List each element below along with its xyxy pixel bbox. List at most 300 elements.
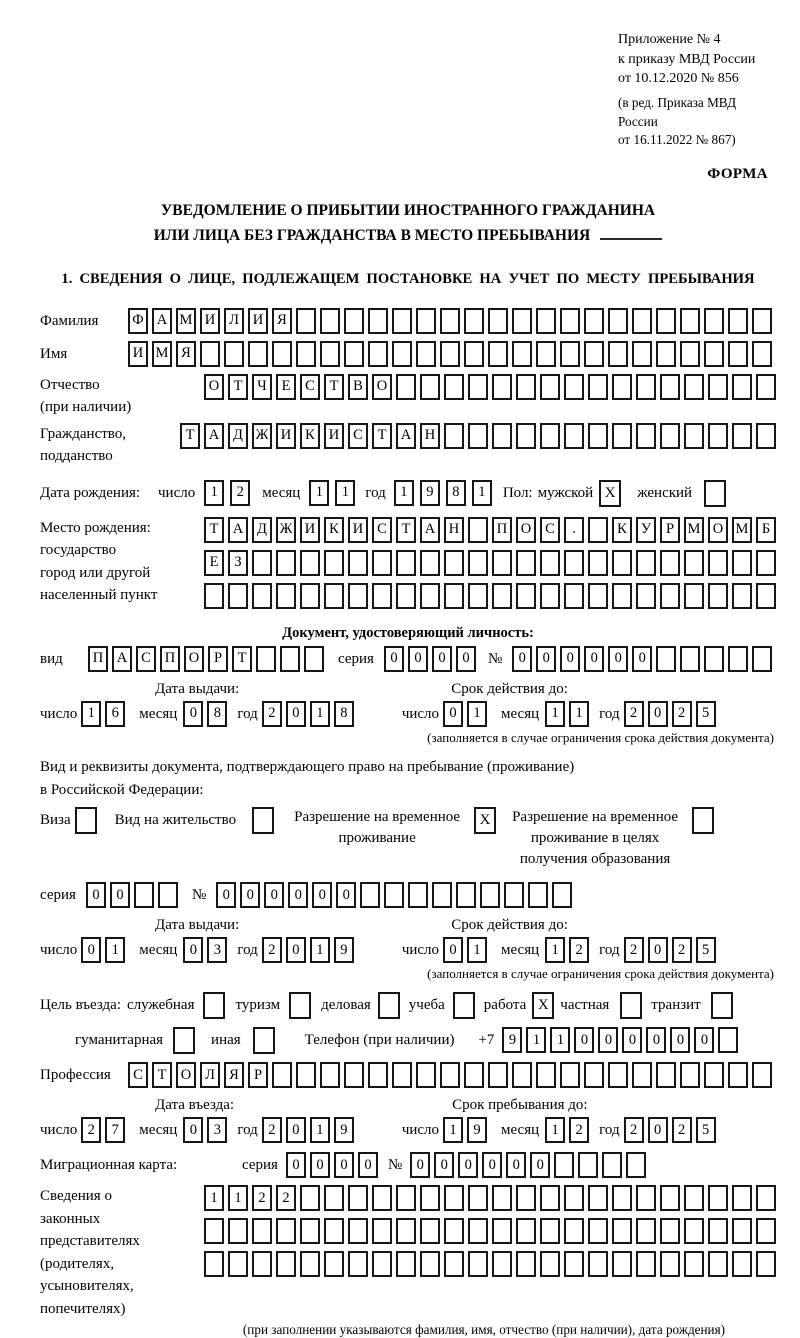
char-cell[interactable]	[228, 583, 248, 609]
char-cell[interactable]	[704, 308, 724, 334]
char-cell[interactable]	[540, 1251, 560, 1277]
char-cell[interactable]: С	[128, 1062, 148, 1088]
char-cell[interactable]	[588, 423, 608, 449]
char-cell[interactable]: А	[396, 423, 416, 449]
char-cell[interactable]	[756, 583, 776, 609]
char-cell[interactable]: И	[276, 423, 296, 449]
char-cell[interactable]	[296, 308, 316, 334]
char-cell[interactable]	[752, 1062, 772, 1088]
char-cell[interactable]: 0	[622, 1027, 642, 1053]
char-cell[interactable]	[416, 1062, 436, 1088]
char-cell[interactable]: 6	[105, 701, 125, 727]
char-cell[interactable]: 5	[696, 1117, 716, 1143]
char-cell[interactable]	[516, 550, 536, 576]
char-cell[interactable]	[708, 374, 728, 400]
char-cell[interactable]	[708, 583, 728, 609]
purpose-tourism-checkbox[interactable]	[289, 992, 311, 1019]
char-cell[interactable]	[536, 341, 556, 367]
char-cell[interactable]	[684, 423, 704, 449]
char-cell[interactable]	[368, 341, 388, 367]
char-cell[interactable]	[276, 550, 296, 576]
char-cell[interactable]	[732, 1185, 752, 1211]
char-cell[interactable]	[392, 308, 412, 334]
char-cell[interactable]	[656, 646, 676, 672]
char-cell[interactable]	[296, 341, 316, 367]
char-cell[interactable]	[752, 341, 772, 367]
char-cell[interactable]	[728, 646, 748, 672]
char-cell[interactable]	[252, 1251, 272, 1277]
char-cell[interactable]: 0	[648, 701, 668, 727]
char-cell[interactable]	[384, 882, 404, 908]
char-cell[interactable]: 2	[569, 1117, 589, 1143]
char-cell[interactable]: 0	[482, 1152, 502, 1178]
char-cell[interactable]	[516, 1218, 536, 1244]
char-cell[interactable]: 0	[598, 1027, 618, 1053]
char-cell[interactable]: 2	[672, 701, 692, 727]
char-cell[interactable]: 5	[696, 701, 716, 727]
purpose-business-checkbox[interactable]	[378, 992, 400, 1019]
female-checkbox[interactable]	[704, 480, 726, 507]
char-cell[interactable]: 0	[443, 937, 463, 963]
purpose-transit-checkbox[interactable]	[711, 992, 733, 1019]
char-cell[interactable]	[344, 308, 364, 334]
char-cell[interactable]	[564, 1185, 584, 1211]
char-cell[interactable]	[528, 882, 548, 908]
char-cell[interactable]: 0	[384, 646, 404, 672]
char-cell[interactable]	[228, 1218, 248, 1244]
char-cell[interactable]	[584, 341, 604, 367]
char-cell[interactable]	[204, 583, 224, 609]
char-cell[interactable]: Т	[396, 517, 416, 543]
char-cell[interactable]	[492, 423, 512, 449]
char-cell[interactable]	[612, 423, 632, 449]
char-cell[interactable]	[396, 583, 416, 609]
char-cell[interactable]	[280, 646, 300, 672]
char-cell[interactable]	[444, 1185, 464, 1211]
char-cell[interactable]	[660, 1185, 680, 1211]
char-cell[interactable]	[632, 1062, 652, 1088]
char-cell[interactable]	[372, 550, 392, 576]
char-cell[interactable]: 2	[624, 1117, 644, 1143]
char-cell[interactable]	[276, 1251, 296, 1277]
char-cell[interactable]	[554, 1152, 574, 1178]
char-cell[interactable]: Я	[176, 341, 196, 367]
char-cell[interactable]	[660, 374, 680, 400]
char-cell[interactable]: В	[348, 374, 368, 400]
char-cell[interactable]: П	[492, 517, 512, 543]
char-cell[interactable]: 0	[536, 646, 556, 672]
char-cell[interactable]	[516, 1185, 536, 1211]
char-cell[interactable]	[552, 882, 572, 908]
char-cell[interactable]	[468, 423, 488, 449]
char-cell[interactable]	[320, 341, 340, 367]
char-cell[interactable]	[536, 308, 556, 334]
char-cell[interactable]: И	[348, 517, 368, 543]
char-cell[interactable]: 2	[276, 1185, 296, 1211]
char-cell[interactable]	[756, 1251, 776, 1277]
char-cell[interactable]	[464, 308, 484, 334]
char-cell[interactable]	[420, 550, 440, 576]
char-cell[interactable]	[348, 1185, 368, 1211]
char-cell[interactable]	[324, 1251, 344, 1277]
char-cell[interactable]: 3	[207, 937, 227, 963]
char-cell[interactable]: 0	[81, 937, 101, 963]
char-cell[interactable]	[228, 1251, 248, 1277]
char-cell[interactable]: И	[128, 341, 148, 367]
char-cell[interactable]: 0	[216, 882, 236, 908]
char-cell[interactable]: Л	[200, 1062, 220, 1088]
char-cell[interactable]	[272, 341, 292, 367]
char-cell[interactable]: 1	[394, 480, 414, 506]
char-cell[interactable]: З	[228, 550, 248, 576]
char-cell[interactable]	[608, 308, 628, 334]
char-cell[interactable]: 0	[264, 882, 284, 908]
char-cell[interactable]	[372, 583, 392, 609]
char-cell[interactable]	[732, 583, 752, 609]
char-cell[interactable]	[564, 1218, 584, 1244]
char-cell[interactable]: 0	[646, 1027, 666, 1053]
char-cell[interactable]	[300, 583, 320, 609]
char-cell[interactable]: 1	[569, 701, 589, 727]
char-cell[interactable]	[300, 1185, 320, 1211]
char-cell[interactable]	[632, 341, 652, 367]
char-cell[interactable]: 2	[624, 701, 644, 727]
char-cell[interactable]	[728, 341, 748, 367]
char-cell[interactable]	[636, 1185, 656, 1211]
purpose-work-checkbox[interactable]: X	[532, 992, 554, 1019]
char-cell[interactable]: А	[204, 423, 224, 449]
char-cell[interactable]: 1	[81, 701, 101, 727]
char-cell[interactable]: Т	[372, 423, 392, 449]
char-cell[interactable]: 1	[443, 1117, 463, 1143]
char-cell[interactable]	[656, 1062, 676, 1088]
char-cell[interactable]	[708, 550, 728, 576]
char-cell[interactable]	[708, 1185, 728, 1211]
char-cell[interactable]: 1	[467, 701, 487, 727]
char-cell[interactable]	[660, 583, 680, 609]
char-cell[interactable]	[704, 341, 724, 367]
char-cell[interactable]	[420, 374, 440, 400]
char-cell[interactable]	[560, 341, 580, 367]
char-cell[interactable]	[660, 423, 680, 449]
char-cell[interactable]	[540, 550, 560, 576]
char-cell[interactable]: 0	[286, 1117, 306, 1143]
char-cell[interactable]	[512, 308, 532, 334]
char-cell[interactable]	[516, 374, 536, 400]
char-cell[interactable]	[296, 1062, 316, 1088]
char-cell[interactable]: 0	[183, 701, 203, 727]
char-cell[interactable]	[540, 374, 560, 400]
char-cell[interactable]	[564, 423, 584, 449]
char-cell[interactable]	[320, 1062, 340, 1088]
char-cell[interactable]	[300, 1218, 320, 1244]
char-cell[interactable]: 0	[648, 1117, 668, 1143]
char-cell[interactable]	[536, 1062, 556, 1088]
char-cell[interactable]	[344, 1062, 364, 1088]
char-cell[interactable]	[656, 341, 676, 367]
char-cell[interactable]	[468, 517, 488, 543]
char-cell[interactable]: 2	[81, 1117, 101, 1143]
char-cell[interactable]: 1	[467, 937, 487, 963]
char-cell[interactable]	[636, 550, 656, 576]
char-cell[interactable]	[408, 882, 428, 908]
char-cell[interactable]	[564, 1251, 584, 1277]
char-cell[interactable]	[468, 550, 488, 576]
char-cell[interactable]	[396, 374, 416, 400]
char-cell[interactable]: П	[160, 646, 180, 672]
char-cell[interactable]: 1	[545, 937, 565, 963]
char-cell[interactable]	[300, 550, 320, 576]
char-cell[interactable]	[728, 308, 748, 334]
male-checkbox[interactable]: X	[599, 480, 621, 507]
char-cell[interactable]	[684, 1185, 704, 1211]
char-cell[interactable]	[492, 583, 512, 609]
char-cell[interactable]: 1	[550, 1027, 570, 1053]
char-cell[interactable]: Ч	[252, 374, 272, 400]
char-cell[interactable]: С	[136, 646, 156, 672]
char-cell[interactable]: 9	[467, 1117, 487, 1143]
char-cell[interactable]: А	[152, 308, 172, 334]
char-cell[interactable]	[540, 1218, 560, 1244]
char-cell[interactable]	[488, 341, 508, 367]
char-cell[interactable]: 1	[545, 1117, 565, 1143]
char-cell[interactable]: 1	[310, 937, 330, 963]
char-cell[interactable]	[320, 308, 340, 334]
char-cell[interactable]: Н	[444, 517, 464, 543]
temp-edu-checkbox[interactable]	[692, 807, 714, 834]
char-cell[interactable]: 8	[207, 701, 227, 727]
char-cell[interactable]: 1	[204, 480, 224, 506]
char-cell[interactable]	[756, 374, 776, 400]
char-cell[interactable]	[752, 646, 772, 672]
char-cell[interactable]: Р	[208, 646, 228, 672]
char-cell[interactable]	[564, 583, 584, 609]
char-cell[interactable]: 0	[183, 937, 203, 963]
char-cell[interactable]: 2	[230, 480, 250, 506]
char-cell[interactable]: 2	[624, 937, 644, 963]
char-cell[interactable]	[516, 583, 536, 609]
char-cell[interactable]: И	[300, 517, 320, 543]
char-cell[interactable]	[684, 1218, 704, 1244]
char-cell[interactable]	[588, 1218, 608, 1244]
char-cell[interactable]: 1	[204, 1185, 224, 1211]
char-cell[interactable]: 9	[334, 937, 354, 963]
purpose-study-checkbox[interactable]	[453, 992, 475, 1019]
char-cell[interactable]	[372, 1218, 392, 1244]
char-cell[interactable]	[492, 1218, 512, 1244]
char-cell[interactable]	[512, 341, 532, 367]
char-cell[interactable]	[324, 550, 344, 576]
char-cell[interactable]	[516, 1251, 536, 1277]
char-cell[interactable]: 0	[506, 1152, 526, 1178]
char-cell[interactable]	[324, 1218, 344, 1244]
char-cell[interactable]	[612, 583, 632, 609]
char-cell[interactable]: А	[112, 646, 132, 672]
char-cell[interactable]	[134, 882, 154, 908]
char-cell[interactable]	[348, 550, 368, 576]
char-cell[interactable]	[756, 550, 776, 576]
char-cell[interactable]: 2	[672, 937, 692, 963]
char-cell[interactable]: 1	[545, 701, 565, 727]
char-cell[interactable]: 0	[530, 1152, 550, 1178]
char-cell[interactable]	[492, 1185, 512, 1211]
char-cell[interactable]: 2	[252, 1185, 272, 1211]
char-cell[interactable]	[348, 1218, 368, 1244]
char-cell[interactable]	[626, 1152, 646, 1178]
char-cell[interactable]	[204, 1218, 224, 1244]
char-cell[interactable]: 0	[512, 646, 532, 672]
char-cell[interactable]	[612, 1251, 632, 1277]
char-cell[interactable]	[480, 882, 500, 908]
char-cell[interactable]	[396, 1185, 416, 1211]
char-cell[interactable]	[468, 1218, 488, 1244]
char-cell[interactable]	[276, 583, 296, 609]
char-cell[interactable]	[444, 1218, 464, 1244]
char-cell[interactable]	[732, 1251, 752, 1277]
char-cell[interactable]: К	[300, 423, 320, 449]
char-cell[interactable]	[420, 1251, 440, 1277]
char-cell[interactable]	[252, 1218, 272, 1244]
char-cell[interactable]	[348, 583, 368, 609]
char-cell[interactable]	[612, 374, 632, 400]
char-cell[interactable]	[578, 1152, 598, 1178]
char-cell[interactable]: 0	[183, 1117, 203, 1143]
char-cell[interactable]	[588, 583, 608, 609]
char-cell[interactable]	[440, 308, 460, 334]
char-cell[interactable]	[708, 423, 728, 449]
char-cell[interactable]: 2	[262, 701, 282, 727]
char-cell[interactable]	[680, 1062, 700, 1088]
char-cell[interactable]: А	[420, 517, 440, 543]
char-cell[interactable]	[732, 423, 752, 449]
char-cell[interactable]	[396, 550, 416, 576]
purpose-humanitarian-checkbox[interactable]	[173, 1027, 195, 1054]
char-cell[interactable]	[684, 550, 704, 576]
char-cell[interactable]	[540, 423, 560, 449]
char-cell[interactable]: С	[348, 423, 368, 449]
char-cell[interactable]	[420, 583, 440, 609]
char-cell[interactable]: Я	[224, 1062, 244, 1088]
char-cell[interactable]: 0	[648, 937, 668, 963]
char-cell[interactable]	[728, 1062, 748, 1088]
char-cell[interactable]	[368, 308, 388, 334]
char-cell[interactable]	[444, 423, 464, 449]
char-cell[interactable]: 2	[262, 937, 282, 963]
char-cell[interactable]: Т	[232, 646, 252, 672]
char-cell[interactable]	[248, 341, 268, 367]
char-cell[interactable]: О	[176, 1062, 196, 1088]
char-cell[interactable]	[492, 374, 512, 400]
char-cell[interactable]: 1	[105, 937, 125, 963]
char-cell[interactable]	[588, 517, 608, 543]
char-cell[interactable]	[464, 1062, 484, 1088]
char-cell[interactable]: К	[612, 517, 632, 543]
char-cell[interactable]	[752, 308, 772, 334]
char-cell[interactable]	[588, 374, 608, 400]
char-cell[interactable]: 1	[309, 480, 329, 506]
char-cell[interactable]: 0	[443, 701, 463, 727]
char-cell[interactable]: Е	[276, 374, 296, 400]
char-cell[interactable]	[608, 1062, 628, 1088]
char-cell[interactable]	[636, 583, 656, 609]
char-cell[interactable]	[680, 646, 700, 672]
char-cell[interactable]: 0	[288, 882, 308, 908]
char-cell[interactable]: Т	[152, 1062, 172, 1088]
char-cell[interactable]	[612, 550, 632, 576]
char-cell[interactable]: С	[372, 517, 392, 543]
char-cell[interactable]: Д	[228, 423, 248, 449]
char-cell[interactable]: 0	[670, 1027, 690, 1053]
char-cell[interactable]	[732, 550, 752, 576]
char-cell[interactable]	[396, 1218, 416, 1244]
char-cell[interactable]	[636, 1218, 656, 1244]
char-cell[interactable]: Р	[248, 1062, 268, 1088]
char-cell[interactable]	[732, 1218, 752, 1244]
char-cell[interactable]: 8	[446, 480, 466, 506]
char-cell[interactable]: П	[88, 646, 108, 672]
char-cell[interactable]	[440, 341, 460, 367]
char-cell[interactable]	[704, 1062, 724, 1088]
char-cell[interactable]: О	[372, 374, 392, 400]
char-cell[interactable]: С	[300, 374, 320, 400]
char-cell[interactable]	[660, 550, 680, 576]
char-cell[interactable]	[756, 423, 776, 449]
char-cell[interactable]	[516, 423, 536, 449]
char-cell[interactable]: М	[176, 308, 196, 334]
char-cell[interactable]	[276, 1218, 296, 1244]
char-cell[interactable]: 0	[312, 882, 332, 908]
char-cell[interactable]	[432, 882, 452, 908]
char-cell[interactable]	[344, 341, 364, 367]
char-cell[interactable]: О	[184, 646, 204, 672]
char-cell[interactable]	[392, 1062, 412, 1088]
char-cell[interactable]	[360, 882, 380, 908]
char-cell[interactable]: Т	[228, 374, 248, 400]
char-cell[interactable]: С	[540, 517, 560, 543]
char-cell[interactable]: 1	[526, 1027, 546, 1053]
char-cell[interactable]	[252, 550, 272, 576]
char-cell[interactable]	[708, 1251, 728, 1277]
char-cell[interactable]	[684, 374, 704, 400]
residence-permit-checkbox[interactable]	[252, 807, 274, 834]
char-cell[interactable]	[588, 550, 608, 576]
char-cell[interactable]: 0	[110, 882, 130, 908]
char-cell[interactable]	[158, 882, 178, 908]
char-cell[interactable]	[420, 1218, 440, 1244]
char-cell[interactable]	[440, 1062, 460, 1088]
char-cell[interactable]: 9	[334, 1117, 354, 1143]
char-cell[interactable]	[718, 1027, 738, 1053]
char-cell[interactable]	[602, 1152, 622, 1178]
char-cell[interactable]	[468, 1251, 488, 1277]
char-cell[interactable]	[444, 550, 464, 576]
char-cell[interactable]	[684, 583, 704, 609]
char-cell[interactable]: .	[564, 517, 584, 543]
temp-permit-checkbox[interactable]: X	[474, 807, 496, 834]
char-cell[interactable]	[444, 1251, 464, 1277]
char-cell[interactable]	[372, 1251, 392, 1277]
char-cell[interactable]	[504, 882, 524, 908]
char-cell[interactable]	[252, 583, 272, 609]
char-cell[interactable]: 1	[228, 1185, 248, 1211]
char-cell[interactable]	[492, 1251, 512, 1277]
char-cell[interactable]: 0	[310, 1152, 330, 1178]
char-cell[interactable]	[420, 1185, 440, 1211]
char-cell[interactable]: 1	[310, 1117, 330, 1143]
char-cell[interactable]: 5	[696, 937, 716, 963]
char-cell[interactable]: О	[516, 517, 536, 543]
char-cell[interactable]	[492, 550, 512, 576]
